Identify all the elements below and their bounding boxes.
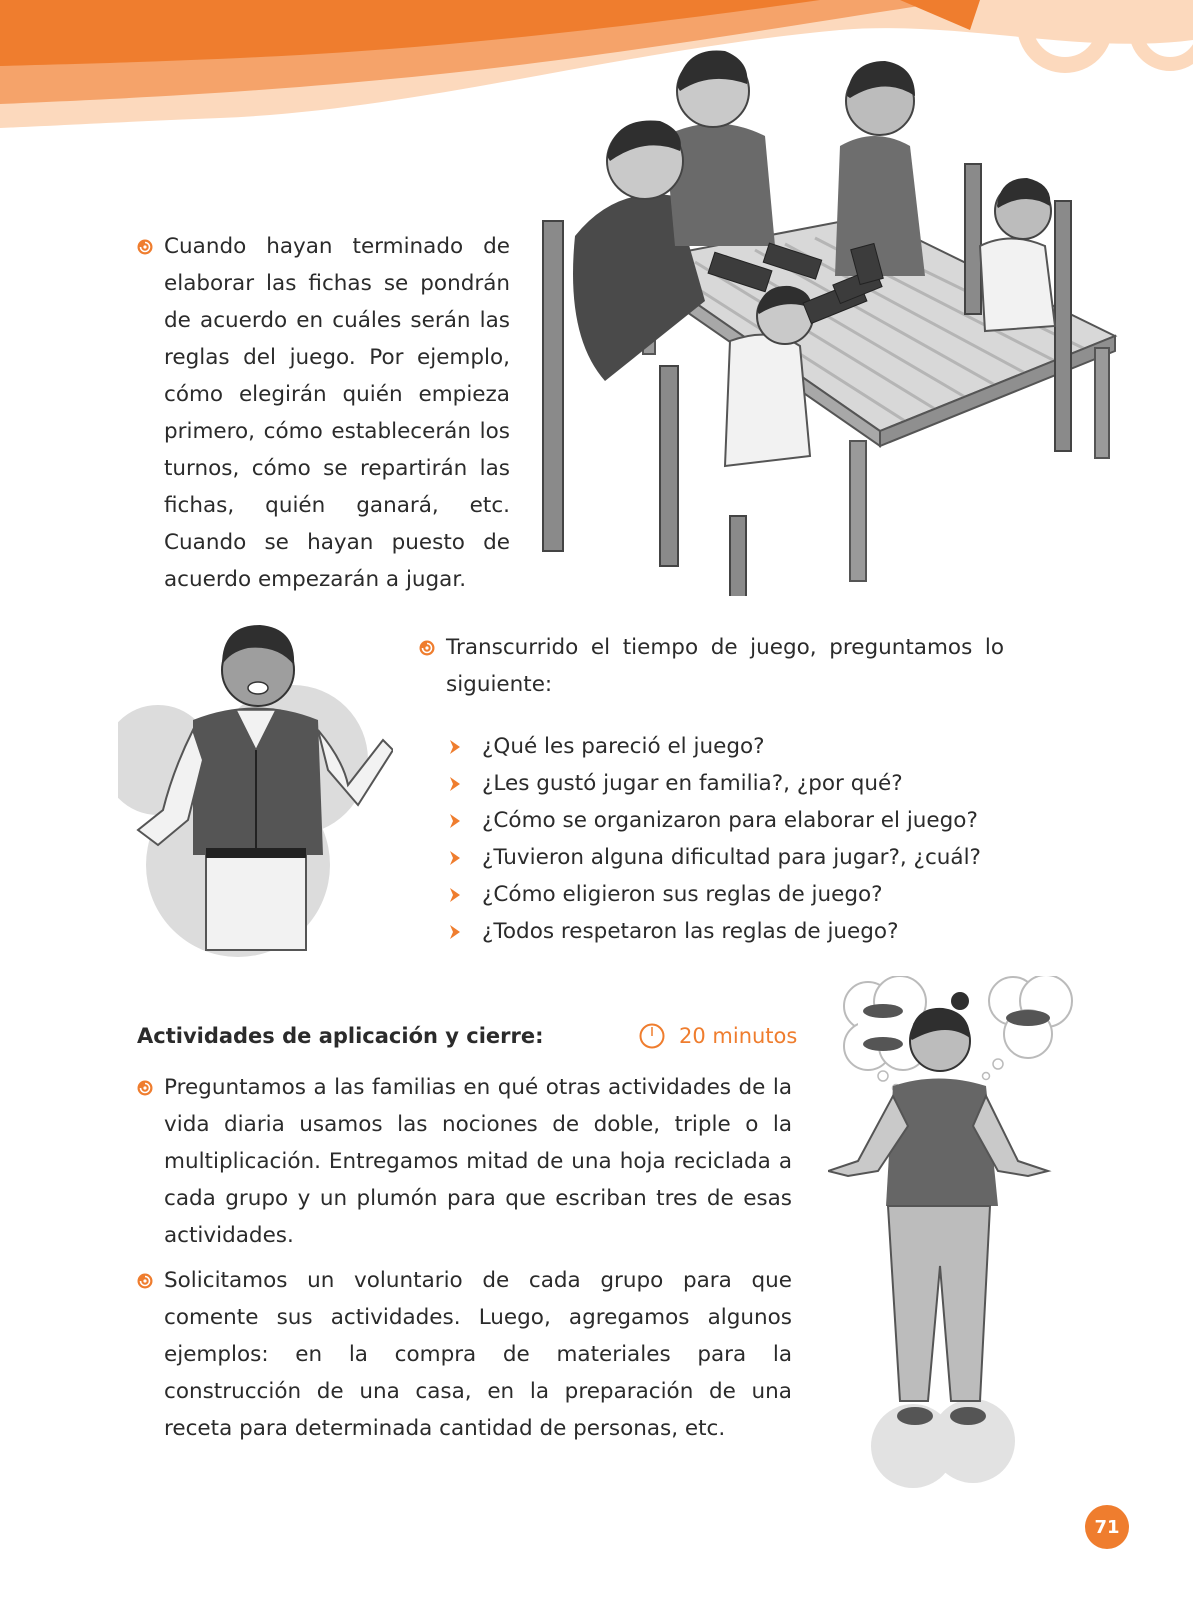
- bullet-swirl-icon: [419, 640, 435, 656]
- question-text: ¿Todos respetaron las reglas de juego?: [482, 919, 899, 944]
- time-indicator: [639, 1018, 797, 1054]
- family-game-table-illustration: [535, 36, 1125, 596]
- questions-list: [446, 728, 981, 950]
- bullet-swirl-icon: [137, 1273, 153, 1289]
- question-text: ¿Cómo se organizaron para elaborar el juego?: [482, 808, 978, 833]
- arrow-chevron-icon: [448, 850, 462, 866]
- question-text: ¿Qué les pareció el juego?: [482, 734, 765, 759]
- arrow-chevron-icon: [448, 887, 462, 903]
- rules-paragraph: Cuando hayan terminado de elaborar las fichas se pondrán de acuerdo en cuáles serán las reglas del juego. Por ejemplo, cómo elegirán quién empieza primero, cómo establecerán los turnos, cómo se repartirán las fichas, quién ganará, etc. Cuando se hayan puesto de acuerdo empezarán a jugar.: [164, 234, 510, 592]
- thinking-woman-illustration: [828, 976, 1098, 1496]
- list-item: [446, 728, 981, 765]
- list-item: [446, 839, 981, 876]
- list-item: [446, 765, 981, 802]
- speaking-man-illustration: [118, 620, 393, 960]
- arrow-chevron-icon: [448, 813, 462, 829]
- arrow-chevron-icon: [448, 739, 462, 755]
- clock-icon: [639, 1023, 665, 1049]
- bullet-swirl-icon: [137, 239, 153, 255]
- section-heading: Actividades de aplicación y cierre:: [137, 1024, 544, 1048]
- question-text: ¿Tuvieron alguna dificultad para jugar?, ¿cuál?: [482, 845, 981, 870]
- list-item: [446, 802, 981, 839]
- arrow-chevron-icon: [448, 776, 462, 792]
- question-text: ¿Cómo eligieron sus reglas de juego?: [482, 882, 883, 907]
- page-number: 71: [1085, 1505, 1129, 1549]
- activities-paragraph: Preguntamos a las familias en qué otras actividades de la vida diaria usamos las nociones de doble, triple o la multiplicación. Entregamos mitad de una hoja reciclada a cada grupo y un plumón para que escriban tres de esas actividades.: [164, 1075, 792, 1248]
- bullet-swirl-icon: [137, 1080, 153, 1096]
- list-item: [446, 876, 981, 913]
- list-item: [446, 913, 981, 950]
- arrow-chevron-icon: [448, 924, 462, 940]
- question-text: ¿Les gustó jugar en familia?, ¿por qué?: [482, 771, 903, 796]
- time-label: 20 minutos: [679, 1024, 798, 1048]
- volunteer-paragraph: Solicitamos un voluntario de cada grupo para que comente sus actividades. Luego, agregamos algunos ejemplos: en la compra de materiales para la construcción de una casa, en la preparación de una receta para determinada cantidad de personas, etc.: [164, 1268, 792, 1441]
- questions-intro: Transcurrido el tiempo de juego, preguntamos lo siguiente:: [446, 635, 1004, 697]
